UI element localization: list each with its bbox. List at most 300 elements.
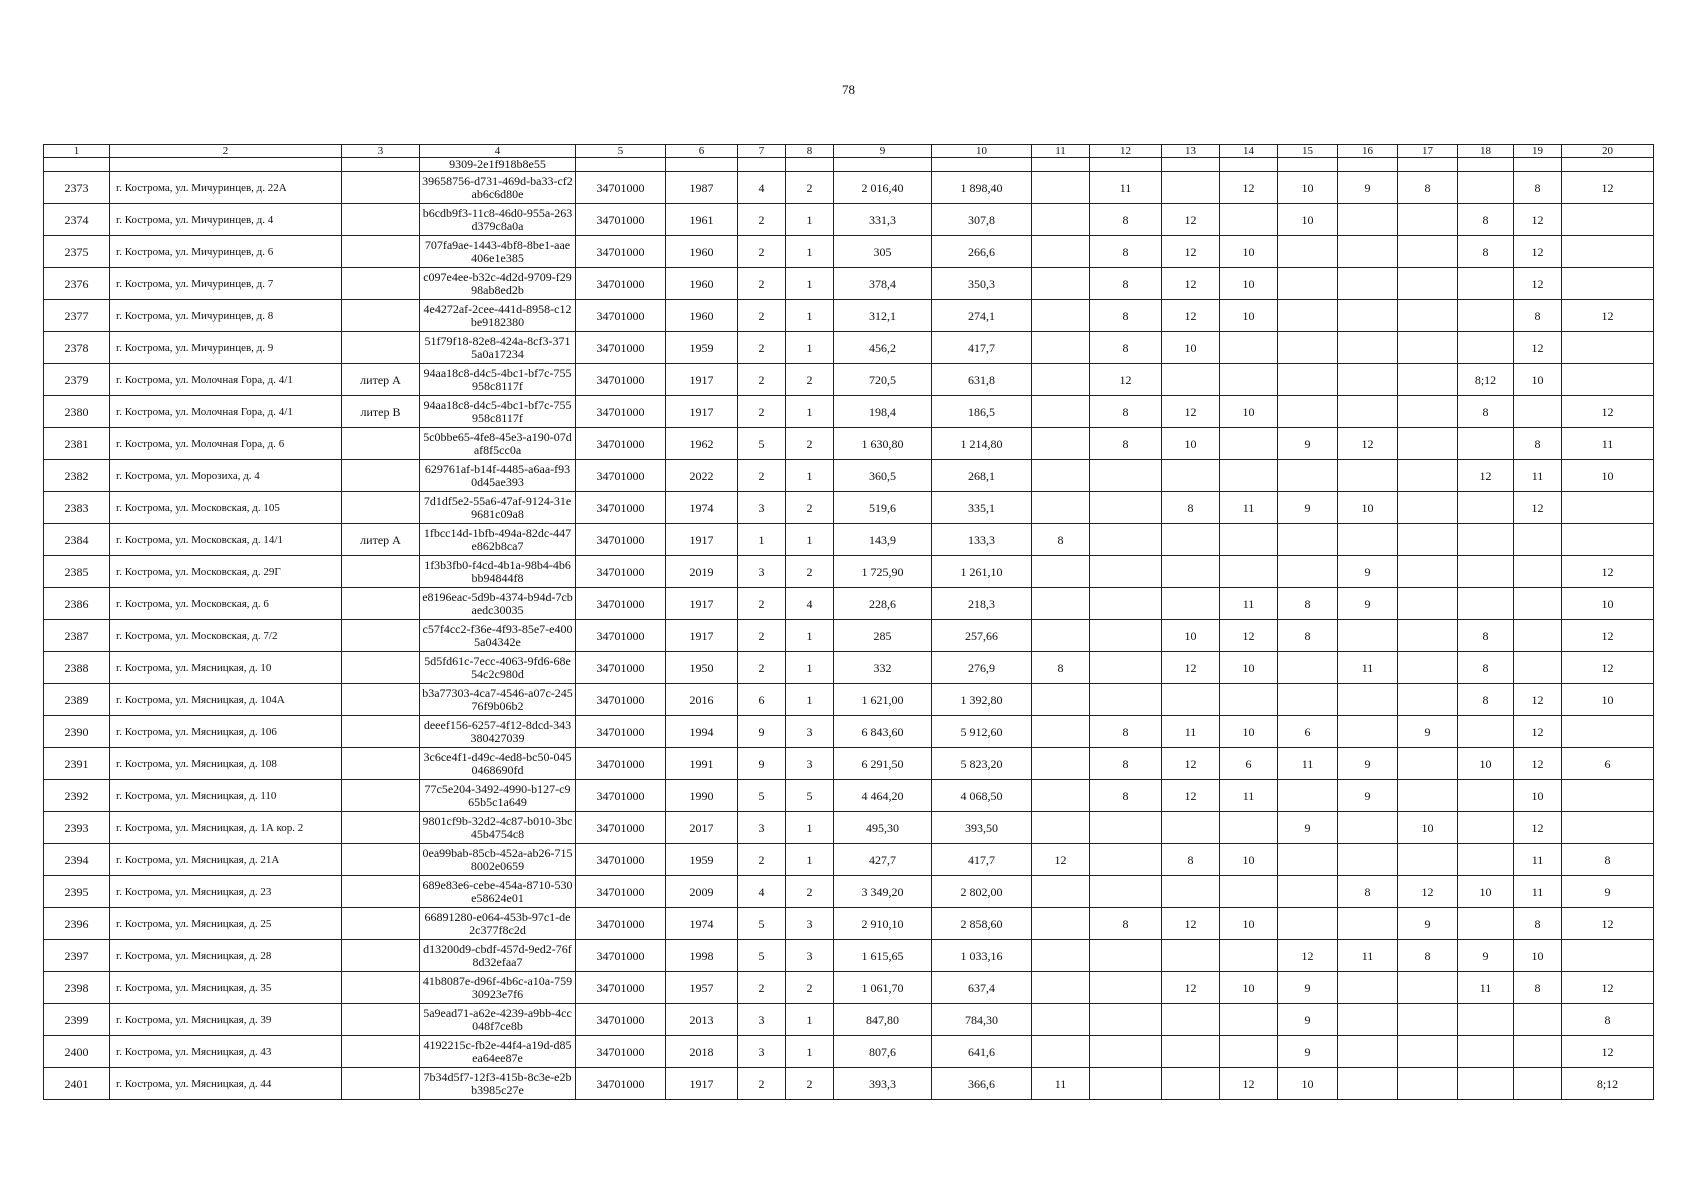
- oktmo-cell: 34701000: [576, 748, 666, 780]
- table-cell: 12: [1514, 684, 1562, 716]
- year-cell: 1987: [666, 172, 738, 204]
- table-cell: 2: [738, 364, 786, 396]
- table-cell: 3 349,20: [834, 876, 932, 908]
- table-cell: 307,8: [932, 204, 1032, 236]
- guid-cell: 77c5e204-3492-4990-b127-c965b5c1a649: [420, 780, 576, 812]
- table-cell: 10: [1162, 428, 1220, 460]
- table-cell: [1338, 620, 1398, 652]
- address-cell: г. Кострома, ул. Мясницкая, д. 23: [110, 876, 342, 908]
- address-cell: г. Кострома, ул. Мясницкая, д. 39: [110, 1004, 342, 1036]
- table-cell: 8: [1338, 876, 1398, 908]
- table-cell: 9: [738, 716, 786, 748]
- table-cell: [1220, 428, 1278, 460]
- year-cell: 1959: [666, 844, 738, 876]
- table-cell: [1278, 332, 1338, 364]
- litera-cell: литер В: [342, 396, 420, 428]
- year-cell: 1994: [666, 716, 738, 748]
- table-cell: [1032, 364, 1090, 396]
- table-cell: [1220, 940, 1278, 972]
- column-number-header: 2: [110, 145, 342, 158]
- table-cell: 10: [1398, 812, 1458, 844]
- year-cell: 1961: [666, 204, 738, 236]
- table-cell: 12: [1220, 172, 1278, 204]
- column-number-header: 13: [1162, 145, 1220, 158]
- table-cell: [1398, 236, 1458, 268]
- table-cell: [1162, 1036, 1220, 1068]
- table-cell: 10: [1162, 620, 1220, 652]
- table-cell: 305: [834, 236, 932, 268]
- table-cell: 2: [738, 396, 786, 428]
- litera-cell: [342, 716, 420, 748]
- table-cell: 12: [1162, 780, 1220, 812]
- oktmo-cell: 34701000: [576, 332, 666, 364]
- table-cell: [1338, 1036, 1398, 1068]
- year-cell: 1950: [666, 652, 738, 684]
- table-cell: 1: [786, 524, 834, 556]
- table-cell: 12: [1514, 748, 1562, 780]
- table-cell: 8: [1090, 428, 1162, 460]
- table-cell: 8: [1398, 172, 1458, 204]
- table-cell: [1458, 844, 1514, 876]
- table-cell: [1278, 364, 1338, 396]
- table-cell: 1: [786, 396, 834, 428]
- table-cell: 10: [1220, 300, 1278, 332]
- table-cell: 9: [1278, 428, 1338, 460]
- row-number-cell: 2378: [44, 332, 110, 364]
- table-cell: [1032, 172, 1090, 204]
- table-cell: 807,6: [834, 1036, 932, 1068]
- litera-cell: [342, 844, 420, 876]
- litera-cell: [342, 332, 420, 364]
- table-cell: 8: [1458, 236, 1514, 268]
- table-cell: 3: [786, 716, 834, 748]
- table-cell: 1: [786, 1036, 834, 1068]
- table-cell: [1338, 364, 1398, 396]
- litera-cell: литер А: [342, 364, 420, 396]
- table-cell: 2: [738, 620, 786, 652]
- year-cell: 1991: [666, 748, 738, 780]
- table-cell: 2: [786, 972, 834, 1004]
- table-cell: [1162, 172, 1220, 204]
- table-cell: [1514, 1036, 1562, 1068]
- table-cell: 1: [786, 812, 834, 844]
- table-cell: 8: [1278, 620, 1338, 652]
- table-cell: [1278, 236, 1338, 268]
- table-row: [44, 812, 1654, 844]
- table-cell: 12: [1162, 972, 1220, 1004]
- table-cell: [1162, 556, 1220, 588]
- litera-cell: [342, 972, 420, 1004]
- table-cell: 5: [738, 940, 786, 972]
- address-cell: г. Кострома, ул. Мичуринцев, д. 6: [110, 236, 342, 268]
- year-cell: 1917: [666, 524, 738, 556]
- table-cell: [1278, 268, 1338, 300]
- table-cell: 10: [1220, 268, 1278, 300]
- table-cell: [1458, 1036, 1514, 1068]
- table-cell: [1514, 556, 1562, 588]
- year-cell: 1957: [666, 972, 738, 1004]
- table-cell: 12: [1162, 652, 1220, 684]
- table-cell: [1032, 748, 1090, 780]
- table-cell: 9: [1338, 780, 1398, 812]
- guid-cell: b6cdb9f3-11c8-46d0-955a-263d379c8a0a: [420, 204, 576, 236]
- year-cell: 1962: [666, 428, 738, 460]
- table-cell: 133,3: [932, 524, 1032, 556]
- table-cell: 8: [1162, 844, 1220, 876]
- table-cell: [1458, 268, 1514, 300]
- column-number-header: 16: [1338, 145, 1398, 158]
- table-cell: 12: [1220, 620, 1278, 652]
- table-cell: [1090, 972, 1162, 1004]
- table-cell: [1338, 844, 1398, 876]
- address-cell: г. Кострома, ул. Молочная Гора, д. 6: [110, 428, 342, 460]
- year-cell: 1917: [666, 396, 738, 428]
- table-cell: [1338, 1068, 1398, 1100]
- table-row: [44, 428, 1654, 460]
- address-cell: г. Кострома, ул. Мясницкая, д. 21А: [110, 844, 342, 876]
- table-cell: [1398, 1068, 1458, 1100]
- row-number-cell: 2397: [44, 940, 110, 972]
- table-cell: [1398, 748, 1458, 780]
- table-cell: 8: [1090, 236, 1162, 268]
- table-cell: 9: [1398, 908, 1458, 940]
- table-cell: 1 898,40: [932, 172, 1032, 204]
- table-cell: [1458, 172, 1514, 204]
- table-cell: [1090, 1068, 1162, 1100]
- table-cell: 3: [786, 940, 834, 972]
- table-cell: 3: [786, 908, 834, 940]
- table-cell: [1090, 556, 1162, 588]
- table-cell: 12: [1458, 460, 1514, 492]
- row-number-cell: 2393: [44, 812, 110, 844]
- table-cell: 9: [1398, 716, 1458, 748]
- table-cell: 12: [1162, 236, 1220, 268]
- table-cell: 10: [1220, 908, 1278, 940]
- table-cell: 12: [1514, 204, 1562, 236]
- year-cell: 2022: [666, 460, 738, 492]
- table-cell: 1 061,70: [834, 972, 932, 1004]
- guid-cell: 9801cf9b-32d2-4c87-b010-3bc45b4754c8: [420, 812, 576, 844]
- table-cell: 268,1: [932, 460, 1032, 492]
- row-number-cell: 2376: [44, 268, 110, 300]
- table-cell: [1398, 684, 1458, 716]
- table-cell: [1032, 812, 1090, 844]
- oktmo-cell: 34701000: [576, 972, 666, 1004]
- table-cell: [1090, 620, 1162, 652]
- table-cell: 12: [1220, 1068, 1278, 1100]
- table-cell: [1162, 876, 1220, 908]
- table-cell: [1458, 524, 1514, 556]
- table-cell: 12: [1562, 1036, 1654, 1068]
- table-cell: [1162, 684, 1220, 716]
- table-cell: [1458, 332, 1514, 364]
- table-cell: 8: [1090, 908, 1162, 940]
- column-number-header: 11: [1032, 145, 1090, 158]
- row-number-cell: 2374: [44, 204, 110, 236]
- table-cell: [1278, 908, 1338, 940]
- table-cell: [1032, 876, 1090, 908]
- guid-cell: 5c0bbe65-4fe8-45e3-a190-07daf8f5cc0a: [420, 428, 576, 460]
- oktmo-cell: 34701000: [576, 716, 666, 748]
- table-cell: [1162, 588, 1220, 620]
- guid-cell: 689e83e6-cebe-454a-8710-530e58624e01: [420, 876, 576, 908]
- table-cell: [1398, 556, 1458, 588]
- table-cell: 9: [1338, 556, 1398, 588]
- litera-cell: [342, 1068, 420, 1100]
- table-cell: 2: [786, 556, 834, 588]
- year-cell: 1917: [666, 1068, 738, 1100]
- table-cell: 9: [1338, 748, 1398, 780]
- table-cell: 8: [1090, 300, 1162, 332]
- row-number-cell: 2399: [44, 1004, 110, 1036]
- table-cell: 12: [1090, 364, 1162, 396]
- table-cell: 1: [786, 1004, 834, 1036]
- table-cell: [1278, 652, 1338, 684]
- table-row: [44, 204, 1654, 236]
- table-cell: 427,7: [834, 844, 932, 876]
- table-cell: [1398, 588, 1458, 620]
- table-row: [44, 300, 1654, 332]
- table-cell: 417,7: [932, 844, 1032, 876]
- table-cell: [1458, 428, 1514, 460]
- table-cell: [1032, 620, 1090, 652]
- litera-cell: [342, 908, 420, 940]
- table-cell: [1090, 588, 1162, 620]
- oktmo-cell: 34701000: [576, 940, 666, 972]
- table-cell: [1338, 524, 1398, 556]
- column-number-header: 15: [1278, 145, 1338, 158]
- table-cell: [1338, 332, 1398, 364]
- row-number-cell: 2386: [44, 588, 110, 620]
- address-cell: г. Кострома, ул. Мясницкая, д. 43: [110, 1036, 342, 1068]
- table-cell: 5 912,60: [932, 716, 1032, 748]
- table-cell: [1338, 300, 1398, 332]
- year-cell: 1974: [666, 908, 738, 940]
- table-cell: [1398, 972, 1458, 1004]
- table-cell: 2: [738, 332, 786, 364]
- table-cell: [1562, 716, 1654, 748]
- table-cell: [1162, 940, 1220, 972]
- table-cell: 2: [738, 300, 786, 332]
- table-cell: [1090, 652, 1162, 684]
- table-cell: 11: [1338, 940, 1398, 972]
- guid-cell: deeef156-6257-4f12-8dcd-343380427039: [420, 716, 576, 748]
- row-number-cell: 2401: [44, 1068, 110, 1100]
- table-cell: 1: [786, 684, 834, 716]
- table-cell: [1090, 684, 1162, 716]
- address-cell: г. Кострома, ул. Мичуринцев, д. 8: [110, 300, 342, 332]
- table-cell: [1032, 1036, 1090, 1068]
- table-cell: 3: [738, 1036, 786, 1068]
- table-cell: 784,30: [932, 1004, 1032, 1036]
- table-cell: 12: [1162, 396, 1220, 428]
- table-cell: [1032, 492, 1090, 524]
- table-row: [44, 332, 1654, 364]
- table-cell: [1338, 236, 1398, 268]
- table-cell: [1032, 908, 1090, 940]
- table-cell: [1562, 492, 1654, 524]
- table-cell: 6 291,50: [834, 748, 932, 780]
- table-cell: 393,50: [932, 812, 1032, 844]
- table-row: [44, 780, 1654, 812]
- table-cell: [1562, 812, 1654, 844]
- table-cell: [1090, 940, 1162, 972]
- column-number-header: 6: [666, 145, 738, 158]
- table-cell: 10: [1514, 940, 1562, 972]
- row-number-cell: 2395: [44, 876, 110, 908]
- table-cell: 2: [738, 1068, 786, 1100]
- table-cell: 12: [1162, 300, 1220, 332]
- table-cell: [1398, 620, 1458, 652]
- row-number-cell: 2387: [44, 620, 110, 652]
- table-cell: 4 068,50: [932, 780, 1032, 812]
- address-cell: г. Кострома, ул. Мясницкая, д. 1А кор. 2: [110, 812, 342, 844]
- table-cell: 8: [1090, 716, 1162, 748]
- oktmo-cell: 34701000: [576, 268, 666, 300]
- table-cell: 8: [1090, 396, 1162, 428]
- year-cell: 1960: [666, 300, 738, 332]
- table-cell: [1032, 396, 1090, 428]
- row-number-cell: 2380: [44, 396, 110, 428]
- table-cell: 2 802,00: [932, 876, 1032, 908]
- address-cell: г. Кострома, ул. Мясницкая, д. 104А: [110, 684, 342, 716]
- litera-cell: [342, 684, 420, 716]
- table-cell: 10: [1220, 396, 1278, 428]
- table-cell: [1398, 460, 1458, 492]
- table-cell: [1338, 908, 1398, 940]
- table-row: [44, 748, 1654, 780]
- data-table: [43, 144, 1654, 1100]
- row-number-cell: 2394: [44, 844, 110, 876]
- table-cell: 6: [1562, 748, 1654, 780]
- column-number-header: 12: [1090, 145, 1162, 158]
- guid-cell: 7b34d5f7-12f3-415b-8c3e-e2bb3985c27e: [420, 1068, 576, 1100]
- column-number-row: [44, 145, 1654, 158]
- address-cell: г. Кострома, ул. Мясницкая, д. 10: [110, 652, 342, 684]
- table-cell: [1398, 1004, 1458, 1036]
- address-cell: г. Кострома, ул. Мичуринцев, д. 9: [110, 332, 342, 364]
- table-cell: 8: [1458, 652, 1514, 684]
- row-number-cell: 2375: [44, 236, 110, 268]
- table-cell: 1 392,80: [932, 684, 1032, 716]
- litera-cell: [342, 460, 420, 492]
- table-cell: [1278, 684, 1338, 716]
- table-cell: 3: [786, 748, 834, 780]
- guid-cell: 4192215c-fb2e-44f4-a19d-d85ea64ee87e: [420, 1036, 576, 1068]
- table-cell: [1162, 1004, 1220, 1036]
- column-number-header: 18: [1458, 145, 1514, 158]
- table-cell: [1398, 524, 1458, 556]
- table-cell: [1338, 204, 1398, 236]
- table-cell: 519,6: [834, 492, 932, 524]
- table-cell: [1562, 524, 1654, 556]
- guid-cell: 7d1df5e2-55a6-47af-9124-31e9681c09a8: [420, 492, 576, 524]
- address-cell: г. Кострома, ул. Мясницкая, д. 108: [110, 748, 342, 780]
- litera-cell: [342, 492, 420, 524]
- table-cell: 9: [1278, 1004, 1338, 1036]
- table-cell: 11: [1514, 844, 1562, 876]
- address-cell: г. Кострома, ул. Морозиха, д. 4: [110, 460, 342, 492]
- oktmo-cell: 34701000: [576, 684, 666, 716]
- oktmo-cell: 34701000: [576, 492, 666, 524]
- table-cell: 11: [1220, 588, 1278, 620]
- row-number-cell: 2384: [44, 524, 110, 556]
- year-cell: 2018: [666, 1036, 738, 1068]
- guid-cell: 94aa18c8-d4c5-4bc1-bf7c-755958c8117f: [420, 364, 576, 396]
- table-cell: [1458, 556, 1514, 588]
- table-cell: 9: [1278, 972, 1338, 1004]
- table-cell: 12: [1514, 492, 1562, 524]
- guid-cell: b3a77303-4ca7-4546-a07c-24576f9b06b2: [420, 684, 576, 716]
- table-cell: 3: [738, 492, 786, 524]
- table-cell: 2: [738, 236, 786, 268]
- year-cell: 1960: [666, 236, 738, 268]
- table-cell: 360,5: [834, 460, 932, 492]
- table-cell: 3: [738, 556, 786, 588]
- address-cell: г. Кострома, ул. Мясницкая, д. 25: [110, 908, 342, 940]
- table-cell: 10: [1338, 492, 1398, 524]
- table-cell: 11: [1514, 460, 1562, 492]
- table-cell: 8: [1090, 204, 1162, 236]
- oktmo-cell: 34701000: [576, 460, 666, 492]
- table-cell: [1032, 556, 1090, 588]
- table-cell: 335,1: [932, 492, 1032, 524]
- table-cell: 8: [1458, 684, 1514, 716]
- table-cell: [1398, 364, 1458, 396]
- table-cell: 12: [1562, 300, 1654, 332]
- table-cell: [1562, 268, 1654, 300]
- litera-cell: [342, 1036, 420, 1068]
- table-row: [44, 1036, 1654, 1068]
- table-cell: 9: [738, 748, 786, 780]
- table-cell: [1338, 972, 1398, 1004]
- table-cell: 10: [1220, 236, 1278, 268]
- table-cell: 10: [1514, 364, 1562, 396]
- table-cell: 9: [1458, 940, 1514, 972]
- table-cell: [1514, 524, 1562, 556]
- table-cell: 2: [738, 588, 786, 620]
- year-cell: 2013: [666, 1004, 738, 1036]
- table-cell: [1090, 1036, 1162, 1068]
- table-cell: 417,7: [932, 332, 1032, 364]
- guid-cell: c097e4ee-b32c-4d2d-9709-f2998ab8ed2b: [420, 268, 576, 300]
- table-cell: 5 823,20: [932, 748, 1032, 780]
- guid-cell: 94aa18c8-d4c5-4bc1-bf7c-755958c8117f: [420, 396, 576, 428]
- table-cell: 12: [1562, 908, 1654, 940]
- table-cell: [1032, 940, 1090, 972]
- table-cell: 11: [1338, 652, 1398, 684]
- table-cell: 720,5: [834, 364, 932, 396]
- table-row: [44, 236, 1654, 268]
- table-cell: 10: [1458, 748, 1514, 780]
- row-number-cell: 2379: [44, 364, 110, 396]
- table-cell: 8: [1562, 844, 1654, 876]
- table-cell: 8: [1090, 748, 1162, 780]
- table-cell: 12: [1514, 332, 1562, 364]
- table-cell: 5: [738, 908, 786, 940]
- table-cell: 637,4: [932, 972, 1032, 1004]
- table-cell: 10: [1562, 588, 1654, 620]
- table-cell: [1398, 396, 1458, 428]
- table-cell: [1032, 236, 1090, 268]
- table-cell: [1090, 876, 1162, 908]
- table-cell: [1220, 812, 1278, 844]
- table-cell: 3: [738, 812, 786, 844]
- table-cell: [1338, 812, 1398, 844]
- year-cell: 1959: [666, 332, 738, 364]
- table-cell: [1032, 684, 1090, 716]
- table-cell: 9: [1562, 876, 1654, 908]
